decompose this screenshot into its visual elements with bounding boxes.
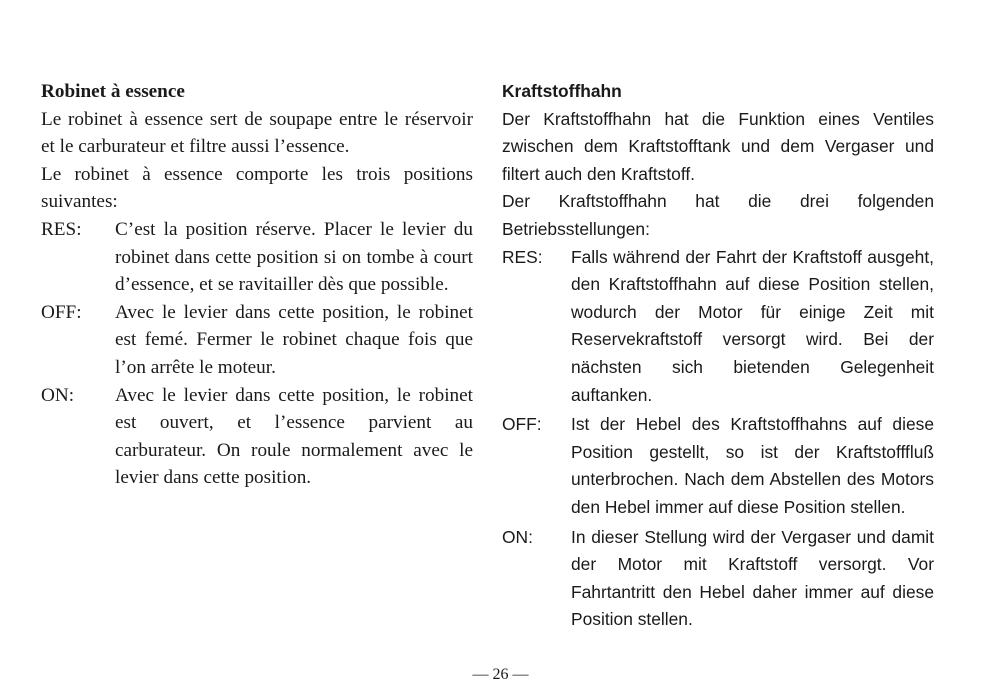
page-number: — 26 —: [472, 666, 529, 683]
position-term: RES:: [502, 246, 543, 267]
position-term: OFF:: [502, 414, 542, 435]
german-position-on: [502, 524, 934, 634]
german-column: [502, 78, 934, 634]
french-intro-positions: Le robinet à essence comporte les trois positions suivantes:: [41, 163, 473, 213]
position-description: Falls während der Fahrt der Kraftstoff ausgeht, den Kraftstoffhahn auf diese Position stellen, wodurch der Motor für einige Zeit mit Reservekraftstoff versorgt wird. Bei der nächsten sich bietenden Gelegenheit auftanken.: [571, 246, 934, 405]
german-position-off: [502, 411, 934, 521]
position-description: Avec le levier dans cette position, le robinet est ouvert, et l’essence parvient au carburateur. On roule normalement avec le levier dans cette position.: [115, 384, 473, 489]
position-description: In dieser Stellung wird der Vergaser und damit der Motor mit Kraftstoff versorgt. Vor Fahrtantritt den Hebel daher immer auf diese Position stellen.: [571, 526, 934, 630]
german-position-res: [502, 244, 934, 410]
german-intro-positions: Der Kraftstoffhahn hat die drei folgenden Betriebsstellungen:: [502, 191, 934, 239]
german-heading: Kraftstoffhahn: [502, 81, 622, 101]
position-description: Ist der Hebel des Kraftstoffhahns auf diese Position gestellt, so ist der Kraftstofffluß unterbrochen. Nach dem Abstellen des Motors den Hebel immer auf diese Position stellen.: [571, 414, 934, 517]
position-term: ON:: [502, 526, 533, 547]
french-position-res: [41, 216, 473, 299]
position-description: C’est la position réserve. Placer le levier du robinet dans cette position si on tombe à court d’essence, et se ravitailler dès que possible.: [115, 218, 473, 296]
french-position-on: [41, 382, 473, 492]
position-term: RES:: [41, 218, 82, 240]
french-heading: Robinet à essence: [41, 81, 185, 102]
position-term: ON:: [41, 384, 75, 406]
french-intro: Le robinet à essence sert de soupape entre le réservoir et le carburateur et filtre aussi l’essence.: [41, 108, 473, 158]
position-term: OFF:: [41, 301, 82, 323]
position-description: Avec le levier dans cette position, le robinet est femé. Fermer le robinet chaque fois que l’on arrête le moteur.: [115, 301, 473, 378]
french-column: [41, 78, 473, 492]
german-intro: Der Kraftstoffhahn hat die Funktion eines Ventiles zwischen dem Kraftstofftank und dem Vergaser und filtert auch den Kraftstoff.: [502, 108, 934, 184]
french-position-off: [41, 299, 473, 382]
